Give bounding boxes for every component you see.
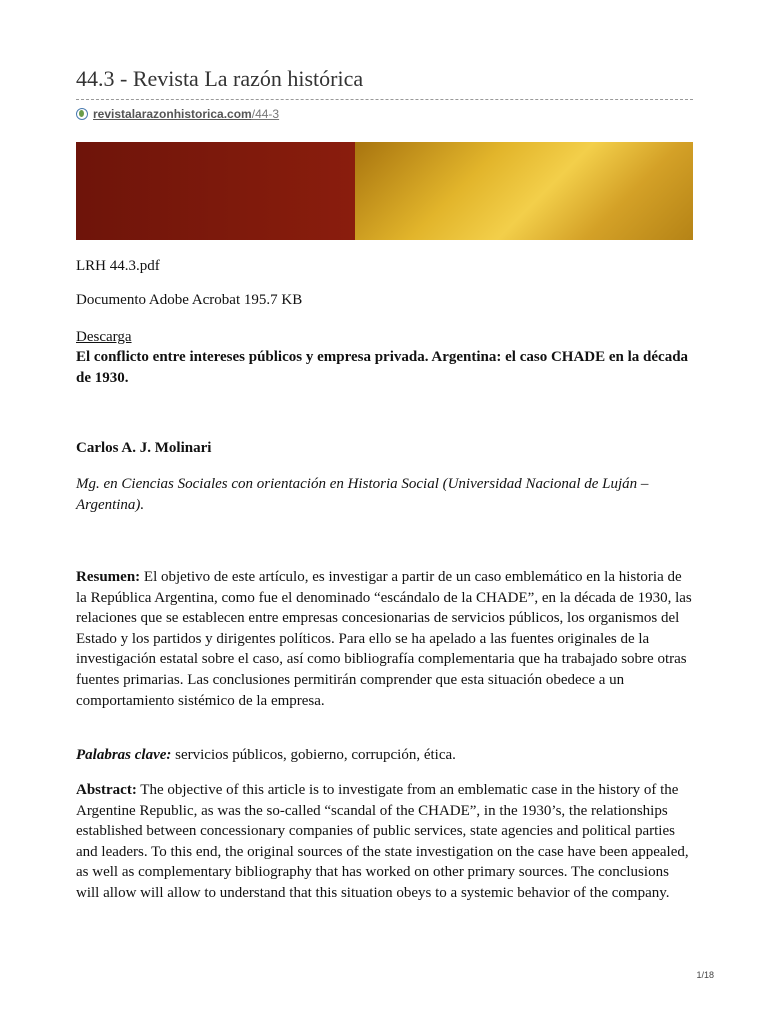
article-heading: El conflicto entre intereses públicos y empresa privada. Argentina: el caso CHADE en la década de 1930.: [76, 349, 689, 386]
resumen-label: Resumen:: [76, 569, 141, 585]
abstract-label: Abstract:: [76, 782, 137, 798]
source-domain[interactable]: revistalarazonhistorica.com: [93, 107, 252, 121]
author-affiliation: Mg. en Ciencias Sociales con orientación en Historia Social (Universidad Nacional de Luján – Argentina).: [76, 476, 649, 513]
banner-gold-panel: [355, 142, 693, 240]
banner-red-panel: [76, 142, 355, 240]
header-banner-image: [76, 142, 693, 240]
article-author: Carlos A. J. Molinari: [76, 440, 212, 456]
keywords-label: Palabras clave:: [76, 747, 172, 763]
globe-icon: [76, 108, 88, 120]
abstract-paragraph: [76, 780, 693, 904]
keywords-text: servicios públicos, gobierno, corrupción, ética.: [171, 747, 456, 763]
page-title: 44.3 - Revista La razón histórica: [76, 66, 364, 91]
abstract-text: The objective of this article is to investigate from an emblematic case in the history of the Argentine Republic, as was the so-called “scandal of the CHADE”, in the 1930’s, the relationships established between concessionary companies of public services, state agencies and political parties and leaders. To this end, the original sources of the state investigation on the case have been appealed, as well as complementary bibliography that has worked on other primary sources. The conclusions will allow will allow to understand that this situation obeys to a systemic behavior of the company.: [76, 782, 689, 901]
source-link[interactable]: [76, 106, 279, 122]
resumen-text: El objetivo de este artículo, es investigar a partir de un caso emblemático en la historia de la República Argentina, como fue el denominado “escándalo de la CHADE”, en la década de 1930, las relaciones que se establecen entre empresas concesionarias de servicios públicos, los organismos del Estado y los partidos y dirigentes políticos. Para ello se ha apelado a las fuentes originales de la investigación estatal sobre el caso, así como bibliografía complementaria que ha trabajado sobre otras fuentes primarias. Las conclusiones permitirán comprender que esta situación obedece a un comportamiento sistémico de la empresa.: [76, 569, 692, 709]
source-path[interactable]: /44-3: [251, 107, 280, 121]
resumen-paragraph: [76, 567, 693, 711]
attachment-file-info: Documento Adobe Acrobat 195.7 KB: [76, 292, 303, 308]
page-number: 1/18: [696, 970, 714, 980]
download-link[interactable]: Descarga: [76, 329, 132, 345]
keywords-paragraph: [76, 745, 693, 766]
attachment-file-name: LRH 44.3.pdf: [76, 258, 160, 274]
title-divider: [76, 99, 693, 100]
